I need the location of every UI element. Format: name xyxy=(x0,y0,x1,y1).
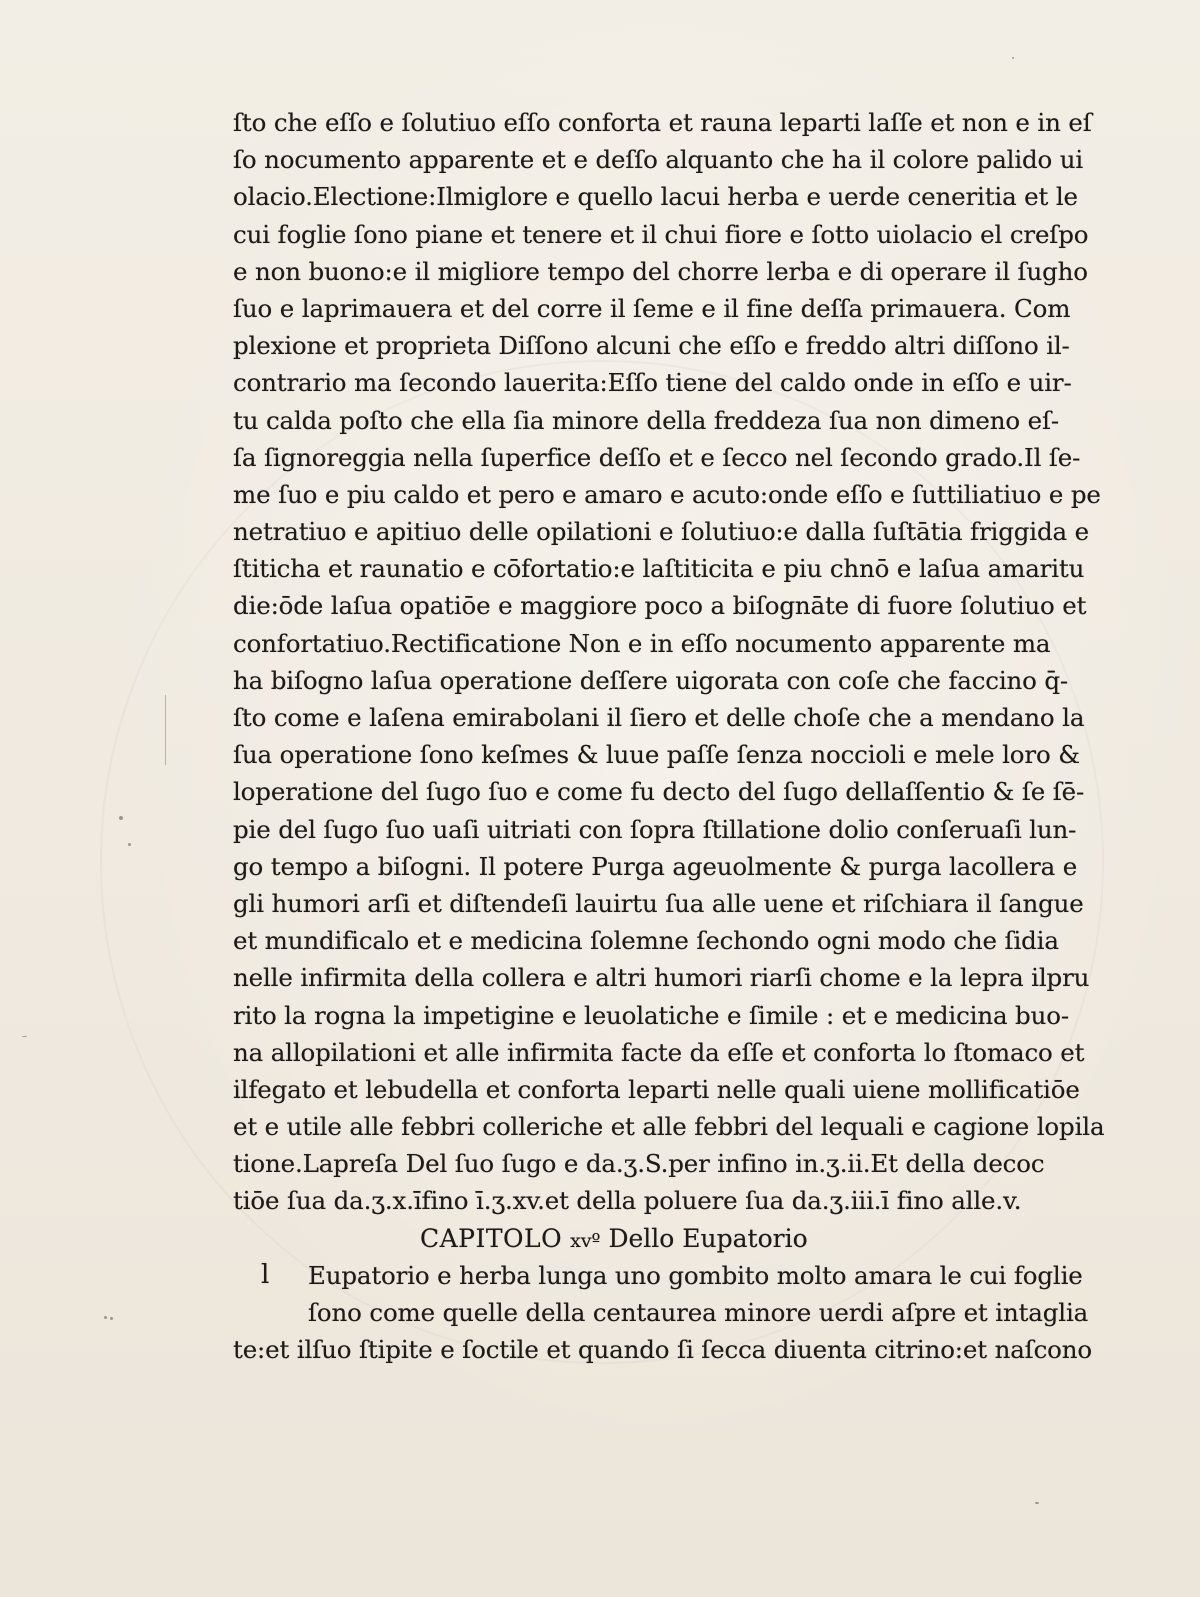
ink-speck xyxy=(110,1317,113,1320)
text-line: rito la rogna la impetigine e leuolatiche e ſimile : et e medicina buo- xyxy=(233,1000,1069,1030)
ink-speck xyxy=(22,1036,27,1037)
text-line: gli humori arſi et diſtendeſi lauirtu ſua alle uene et riſchiara il ſangue xyxy=(233,888,1084,918)
chapter-word: CAPITOLO xyxy=(420,1223,563,1253)
text-line: olacio.Electione:Ilmiglore e quello lacui herba e uerde ceneritia et le xyxy=(233,182,1078,212)
text-line: ſo nocumento apparente et e deſſo alquanto che ha il colore palido ui xyxy=(233,145,1084,175)
text-line: Eupatorio e herba lunga uno gombito molto amara le cui foglie xyxy=(308,1260,1083,1290)
ink-speck xyxy=(119,816,123,820)
text-line: ilfegato et lebudella et conforta leparti nelle quali uiene mollificatiōe xyxy=(233,1074,1080,1104)
ink-speck xyxy=(128,843,131,846)
chapter-heading xyxy=(233,1220,1093,1257)
text-line: e non buono:e il migliore tempo del chorre lerba e di operare il ſugho xyxy=(233,256,1088,286)
text-line: pie del ſugo ſuo uaſi uitriati con ſopra ſtillatione dolio conſeruaſi lun- xyxy=(233,814,1077,844)
text-line: cui foglie ſono piane et tenere et il chui fiore e ſotto uiolacio el creſpo xyxy=(233,219,1089,249)
ink-speck xyxy=(1035,1502,1039,1504)
text-line: die:ōde laſua opatiōe e maggiore poco a biſognāte di fuore ſolutiuo et xyxy=(233,591,1087,621)
text-line: ſto che eſſo e ſolutiuo eſſo conforta et rauna leparti laſſe et non e in eſ xyxy=(233,108,1092,137)
text-line: netratiuo e apitiuo delle opilationi e ſolutiuo:e dalla ſuſtātia friggida e xyxy=(233,517,1089,547)
text-line: et mundificalo et e medicina ſolemne ſechondo ogni modo che ſidia xyxy=(233,926,1059,956)
text-block xyxy=(233,104,1105,1368)
guide-letter: l xyxy=(261,1259,270,1290)
text-line: ſtiticha et raunatio e cōfortatio:e laſtiticita e piu chnō e laſua amaritu xyxy=(233,554,1085,584)
text-line: tiōe ſua da.ʒ.x.īfino ī.ʒ.xv.et della poluere ſua da.ʒ.iii.ī fino alle.v. xyxy=(233,1186,1022,1216)
text-line: me ſuo e piu caldo et pero e amaro e acuto:onde eſſo e ſuttiliatiuo e pe xyxy=(233,479,1101,509)
margin-mark xyxy=(165,695,166,765)
ink-speck xyxy=(104,1316,107,1319)
chapter-body xyxy=(233,1257,1093,1369)
chapter-number: xvº xyxy=(570,1229,601,1252)
text-line: tu calda poſto che ella ſia minore della freddeza ſua non dimeno eſ- xyxy=(233,405,1060,435)
text-line: contrario ma ſecondo lauerita:Eſſo tiene del caldo onde in eſſo e uir- xyxy=(233,368,1072,398)
ink-speck xyxy=(1012,57,1014,59)
text-line: et e utile alle febbri colleriche et alle febbri del lequali e cagione lopila xyxy=(233,1112,1105,1142)
text-line: ſono come quelle della centaurea minore uerdi aſpre et intaglia xyxy=(308,1298,1089,1327)
text-line: te:et ilſuo ſtipite e ſoctile et quando ſi ſecca diuenta citrino:et naſcono xyxy=(233,1335,1093,1365)
text-line: ha biſogno laſua operatione deſſere uigorata con coſe che faccino q̄- xyxy=(233,665,1069,695)
chapter-subject: Dello Eupatorio xyxy=(608,1223,808,1253)
text-line: ſuo e laprimauera et del corre il ſeme e il fine deſſa primauera. Com xyxy=(233,293,1071,323)
text-line: plexione et proprieta Diſſono alcuni che eſſo e freddo altri diſſono il- xyxy=(233,331,1070,361)
text-line: ſa ſignoreggia nella ſuperfice deſſo et e ſecco nel ſecondo grado.Il ſe- xyxy=(233,442,1081,472)
text-line: ſto come e laſena emirabolani il ſiero et delle choſe che a mendano la xyxy=(233,703,1085,732)
text-line: nelle infirmita della collera e altri humori riarſi chome e la lepra ilpru xyxy=(233,963,1090,993)
text-line: loperatione del ſugo ſuo e come fu decto del ſugo dellaſſentio & ſe ſē- xyxy=(233,777,1085,807)
text-line: go tempo a biſogni. Il potere Purga ageuolmente & purga lacollera e xyxy=(233,851,1078,881)
text-line: ſua operatione ſono keſmes & luue paſſe ſenza noccioli e mele loro & xyxy=(233,740,1080,770)
text-line: tione.Lapreſa Del ſuo ſugo e da.ʒ.S.per infino in.ʒ.ii.Et della decoc xyxy=(233,1149,1045,1179)
text-line: confortatiuo.Rectificatione Non e in eſſo nocumento apparente ma xyxy=(233,628,1051,658)
ink-speck xyxy=(903,902,906,905)
text-line: na allopilationi et alle infirmita facte da eſſe et conforta lo ſtomaco et xyxy=(233,1037,1085,1067)
